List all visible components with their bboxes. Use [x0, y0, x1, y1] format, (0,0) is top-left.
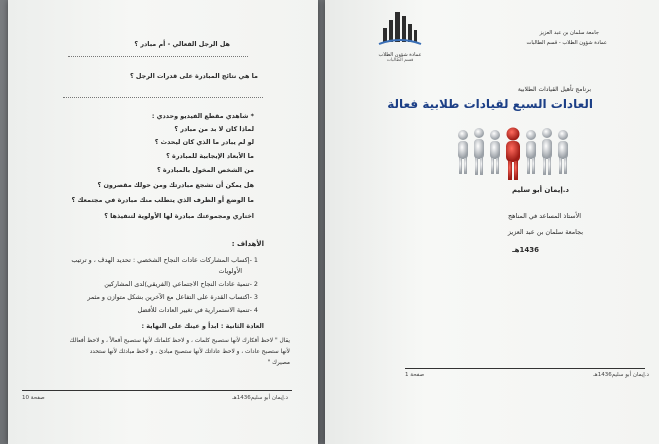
footer-author-year: د.إيمان أبو سليم1436هـ — [593, 372, 649, 378]
question-abilities: ما هي نتائج المبادرة على قدرات الرجل ؟ — [129, 72, 258, 80]
author-name: د.إيمان أبو سليم — [512, 186, 569, 194]
logo-subcaption: قسم الطالبات — [386, 58, 414, 63]
left-page — [8, 0, 318, 444]
footer-page-number: صفحة 1 — [405, 372, 425, 378]
building-logo-icon — [375, 8, 425, 48]
footer-rule — [22, 390, 292, 391]
logo-caption: عمادة شؤون الطلاب — [378, 52, 422, 58]
answer-line — [68, 56, 248, 57]
goal-4: 4 -تنمية الاستمرارية في تغيير العادات للأفضل — [137, 306, 258, 314]
quote-line-1: يقال " لاحظ أفكارك لأنها ستصبح كلمات ، و لاحظ كلماتك لأنها ستصبح أفعالاً ، و لاحظ أفعالك — [69, 338, 290, 344]
footer-page-number: صفحة 10 — [22, 395, 45, 401]
question-role: هل الرجل الفعالي - أم مبادر ؟ — [134, 40, 230, 48]
question-why: لماذا كان لا بد من مبادر ؟ — [174, 125, 254, 133]
question-encourage: هل يمكن أن تشجع مبادرتك ومن حولك مقصرون ؟ — [97, 181, 254, 189]
goal-3: 3 -اكتساب القدرة على التفاعل مع الآخرين بشكل متوازن و مثمر — [87, 293, 258, 301]
author-position: الأستاذ المساعد في المناهج — [508, 212, 581, 220]
habit-2-heading: العادة الثانية : ابدأ و عينك على النهاية : — [141, 322, 264, 330]
question-person: من الشخص المخول بالمبادرة ؟ — [157, 166, 254, 174]
goal-2: 2 -تنمية عادات النجاح الاجتماعي (الفريقي)لدى المشاركين — [104, 280, 258, 288]
author-university: بجامعة سلمان بن عبد العزيز — [507, 228, 583, 236]
deanship-header: عمادة شؤون الطلاب - قسم الطالبات — [526, 40, 607, 46]
footer-author-year: د.إيمان أبو سليم1436هـ — [232, 395, 288, 401]
publication-year: 1436هـ — [512, 246, 539, 254]
goal-1: 1 -إكساب المشاركات عادات النجاح الشخصي : تحديد الهدف ، و ترتيب — [71, 256, 258, 264]
video-instruction: * شاهدي مقطع الفيديو وحددي : — [151, 112, 254, 120]
question-if-not: لو لم يبادر ما الذي كان ليحدث ؟ — [154, 138, 254, 146]
goals-title: الأهداف : — [231, 240, 264, 248]
right-page — [325, 0, 659, 444]
answer-line — [63, 97, 263, 98]
footer-rule — [405, 368, 645, 369]
deanship-logo — [375, 8, 425, 64]
quote-line-2: لأنها ستصبح عادات ، و لاحظ عاداتك لأنها ستصبح مبادئ ، و لاحظ مبادئك لأنها ستحدد — [89, 349, 290, 355]
team-figures-icon — [453, 125, 573, 183]
goal-1-cont: الأولويات — [218, 267, 242, 275]
question-choose: اختاري ومجموعتك مبادرة لها الأولوية لتنفيذها ؟ — [104, 212, 254, 220]
quote-line-3: مصيرك " — [267, 360, 290, 366]
question-positives: ما الأبعاد الإيجابية للمبادرة ؟ — [166, 152, 254, 160]
university-header: جامعة سلمان بن عبد العزيز — [539, 30, 599, 36]
program-name: برنامج تأهيل القيادات الطلابية — [517, 86, 591, 93]
document-title: العادات السبع لقيادات طلابية فعالة — [387, 97, 593, 111]
question-situation: ما الوضع أو الظرف الذي يتطلب منك مبادرة في مجتمعك ؟ — [71, 196, 254, 204]
